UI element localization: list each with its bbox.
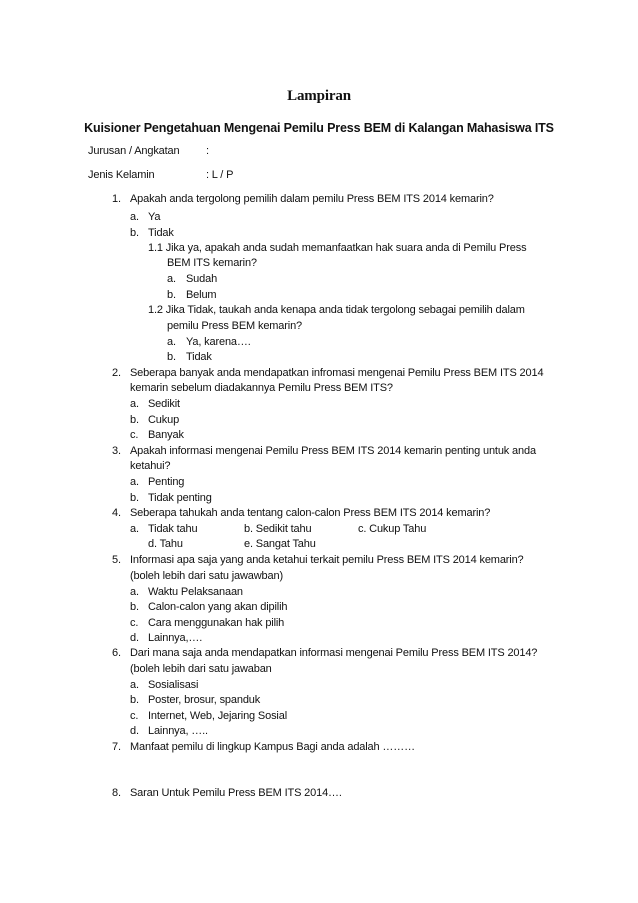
q4-text: Seberapa tahukah anda tentang calon-calon Press BEM ITS 2014 kemarin?: [130, 507, 491, 519]
gender-label: Jenis Kelamin: [88, 169, 155, 181]
q1-sub2-b: Tidak: [186, 351, 212, 363]
jurusan-value: :: [206, 145, 209, 157]
q3-option-b: Tidak penting: [148, 492, 212, 504]
q5-option-d: Lainnya,….: [148, 632, 203, 644]
jurusan-label: Jurusan / Angkatan: [88, 145, 180, 157]
q1-sub2-a: Ya, karena….: [186, 336, 251, 348]
q1-option-a: Ya: [148, 211, 161, 223]
q3-line2: ketahui?: [130, 460, 171, 472]
q6-option-d-letter: d.: [130, 725, 139, 737]
q1-sub2-b-letter: b.: [167, 351, 176, 363]
q5-option-a: Waktu Pelaksanaan: [148, 586, 243, 598]
q1-sub1-b: Belum: [186, 289, 217, 301]
q5-line1: Informasi apa saja yang anda ketahui terkait pemilu Press BEM ITS 2014 kemarin?: [130, 554, 524, 566]
q1-sub1-line2: BEM ITS kemarin?: [167, 257, 257, 269]
q2-option-c: Banyak: [148, 429, 184, 441]
q5-option-c-letter: c.: [130, 617, 139, 629]
q6-line2: (boleh lebih dari satu jawaban: [130, 663, 272, 675]
q3-line1: Apakah informasi mengenai Pemilu Press BEM ITS 2014 kemarin penting untuk anda: [130, 445, 536, 457]
q4-option-a-letter: a.: [130, 523, 139, 535]
q3-option-a-letter: a.: [130, 476, 139, 488]
q2-line2: kemarin sebelum diadakannya Pemilu Press BEM ITS?: [130, 382, 393, 394]
q5-option-b-letter: b.: [130, 601, 139, 613]
q2-option-b: Cukup: [148, 414, 180, 426]
q8-number: 8.: [112, 787, 121, 799]
q5-number: 5.: [112, 554, 121, 566]
q1-sub2-line1: 1.2 Jika Tidak, taukah anda kenapa anda tidak tergolong sebagai pemilih dalam: [148, 304, 525, 316]
q1-option-b-letter: b.: [130, 227, 139, 239]
q2-number: 2.: [112, 367, 121, 379]
q5-option-b: Calon-calon yang akan dipilih: [148, 601, 288, 613]
q1-sub1-line1: 1.1 Jika ya, apakah anda sudah memanfaatkan hak suara anda di Pemilu Press: [148, 242, 527, 254]
q7-number: 7.: [112, 741, 121, 753]
q1-number: 1.: [112, 193, 121, 205]
q1-sub1-b-letter: b.: [167, 289, 176, 301]
q6-option-c: Internet, Web, Jejaring Sosial: [148, 710, 287, 722]
q2-option-a-letter: a.: [130, 398, 139, 410]
q6-line1: Dari mana saja anda mendapatkan informasi mengenai Pemilu Press BEM ITS 2014?: [130, 647, 538, 659]
q6-option-b-letter: b.: [130, 694, 139, 706]
q3-option-b-letter: b.: [130, 492, 139, 504]
q4-option-b: b. Sedikit tahu: [244, 523, 312, 535]
q2-line1: Seberapa banyak anda mendapatkan infromasi mengenai Pemilu Press BEM ITS 2014: [130, 367, 544, 379]
q5-option-d-letter: d.: [130, 632, 139, 644]
q4-option-a: Tidak tahu: [148, 523, 198, 535]
q4-option-c: c. Cukup Tahu: [358, 523, 427, 535]
q5-line2: (boleh lebih dari satu jawawban): [130, 570, 283, 582]
q2-option-a: Sedikit: [148, 398, 180, 410]
q6-option-c-letter: c.: [130, 710, 139, 722]
q1-option-b: Tidak: [148, 227, 174, 239]
q1-sub2-line2: pemilu Press BEM kemarin?: [167, 320, 303, 332]
q4-option-e: e. Sangat Tahu: [244, 538, 316, 550]
q1-sub2-a-letter: a.: [167, 336, 176, 348]
q1-sub1-a-letter: a.: [167, 273, 176, 285]
q5-option-a-letter: a.: [130, 586, 139, 598]
q1-text: Apakah anda tergolong pemilih dalam pemilu Press BEM ITS 2014 kemarin?: [130, 193, 494, 205]
gender-value: : L / P: [206, 169, 234, 181]
q6-number: 6.: [112, 647, 121, 659]
q3-number: 3.: [112, 445, 121, 457]
q6-option-a: Sosialisasi: [148, 679, 199, 691]
q8-text: Saran Untuk Pemilu Press BEM ITS 2014….: [130, 787, 342, 799]
q7-text: Manfaat pemilu di lingkup Kampus Bagi anda adalah ………: [130, 741, 415, 753]
q1-option-a-letter: a.: [130, 211, 139, 223]
q2-option-b-letter: b.: [130, 414, 139, 426]
q6-option-b: Poster, brosur, spanduk: [148, 694, 261, 706]
page-subtitle: Kuisioner Pengetahuan Mengenai Pemilu Press BEM di Kalangan Mahasiswa ITS: [84, 121, 554, 135]
page-title: Lampiran: [287, 88, 351, 104]
q6-option-d: Lainnya, …..: [148, 725, 208, 737]
q4-number: 4.: [112, 507, 121, 519]
q3-option-a: Penting: [148, 476, 185, 488]
q2-option-c-letter: c.: [130, 429, 139, 441]
q1-sub1-a: Sudah: [186, 273, 218, 285]
q4-option-d: d. Tahu: [148, 538, 183, 550]
q6-option-a-letter: a.: [130, 679, 139, 691]
q5-option-c: Cara menggunakan hak pilih: [148, 617, 285, 629]
